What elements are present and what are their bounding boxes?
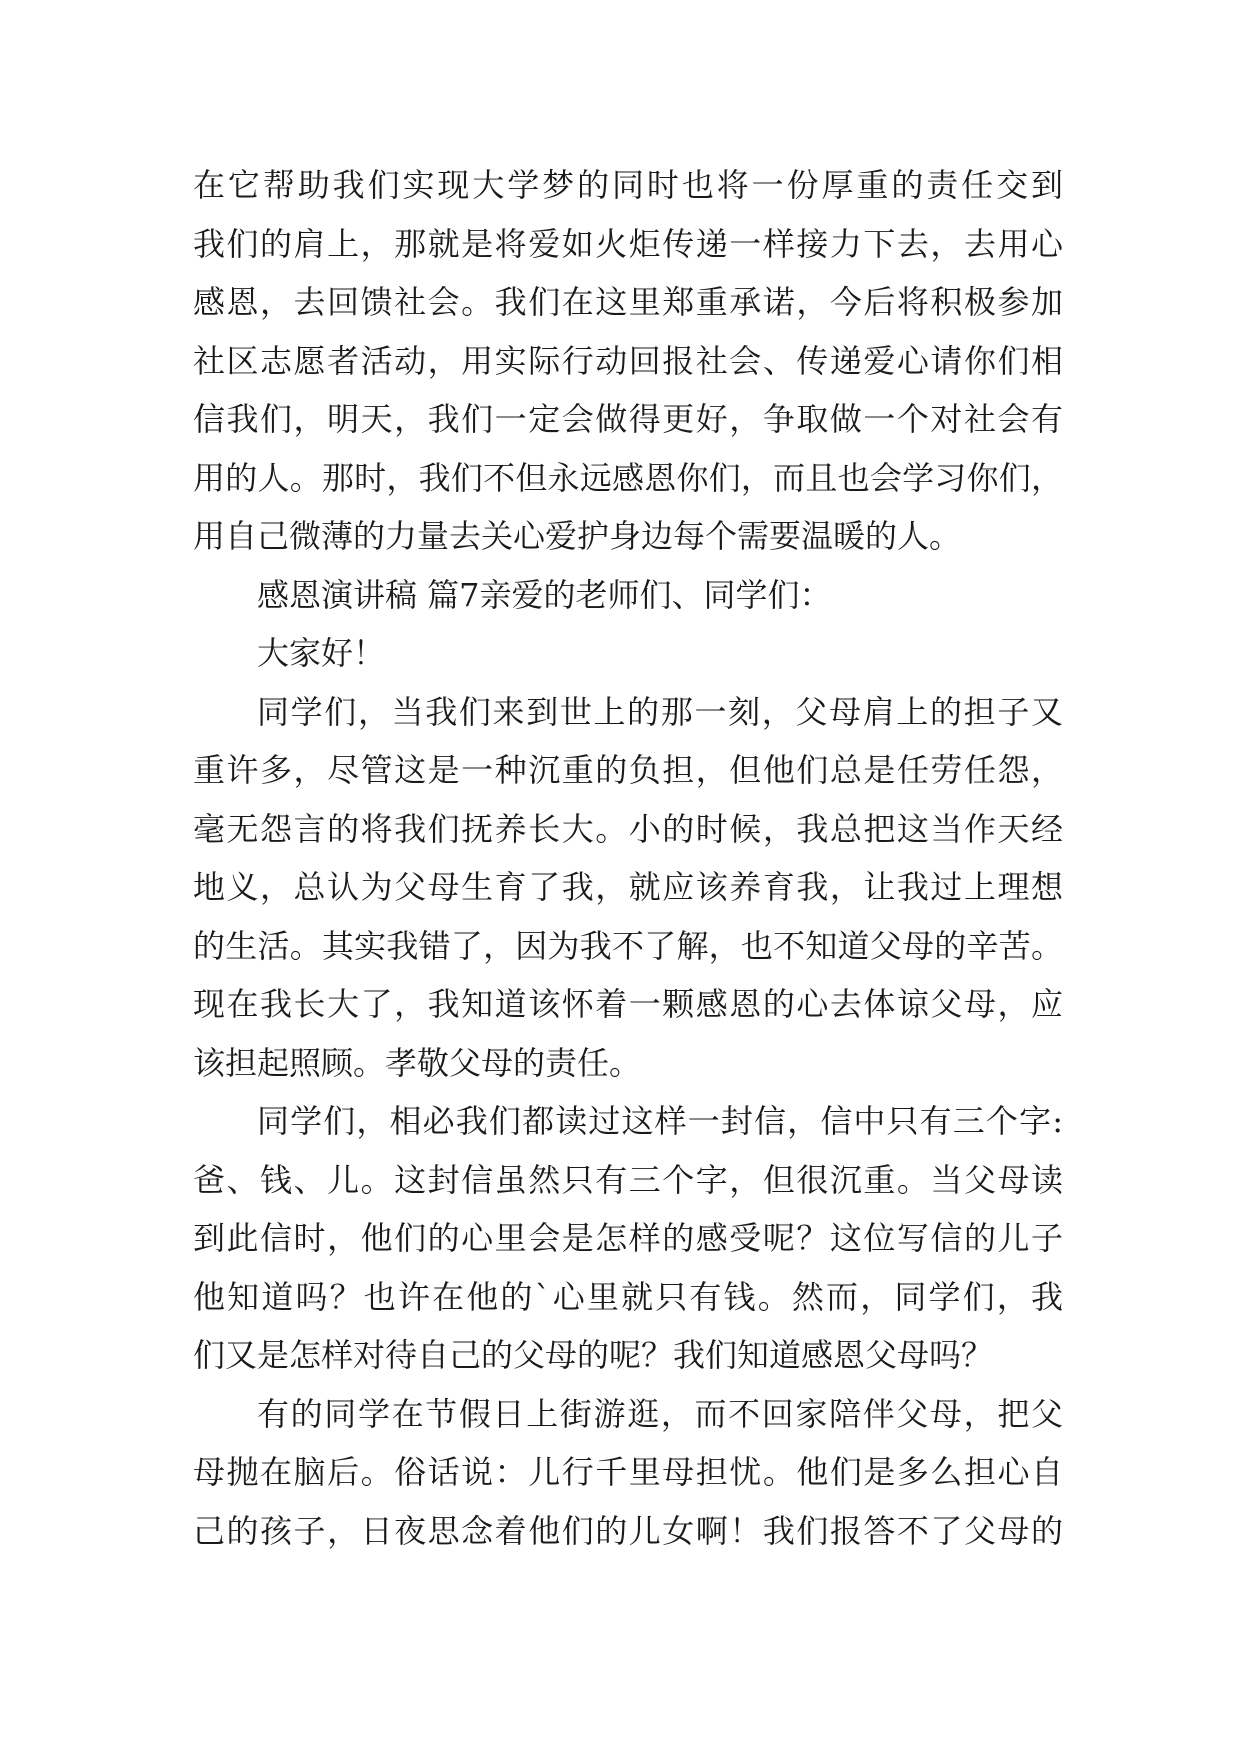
section-heading: 感恩演讲稿 篇7亲爱的老师们、同学们： xyxy=(257,575,832,614)
text-line: 信我们，明天，我们一定会做得更好，争取做一个对社会有 xyxy=(193,400,1063,438)
text-line: 爸、钱、儿。这封信虽然只有三个字，但很沉重。当父母读 xyxy=(193,1160,1063,1199)
text-line: 到此信时，他们的心里会是怎样的感受呢？这位写信的儿子 xyxy=(193,1219,1063,1257)
text-line: 现在我长大了，我知道该怀着一颗感恩的心去体谅父母，应 xyxy=(193,985,1063,1023)
text-line: 同学们，当我们来到世上的那一刻，父母肩上的担子又 xyxy=(257,692,1063,731)
text-line: 母抛在脑后。俗话说：儿行千里母担忧。他们是多么担心自 xyxy=(193,1453,1063,1491)
text-line: 有的同学在节假日上街游逛，而不回家陪伴父母，把父 xyxy=(257,1394,1063,1433)
text-line: 地义，总认为父母生育了我，就应该养育我，让我过上理想 xyxy=(193,868,1063,906)
text-line: 重许多，尽管这是一种沉重的负担，但他们总是任劳任怨， xyxy=(193,751,1063,789)
text-line: 用的人。那时，我们不但永远感恩你们，而且也会学习你们， xyxy=(193,458,1063,497)
text-line: 毫无怨言的将我们抚养长大。小的时候，我总把这当作天经 xyxy=(193,809,1063,848)
greeting: 大家好！ xyxy=(257,634,386,672)
text-line: 的生活。其实我错了，因为我不了解，也不知道父母的辛苦。 xyxy=(193,926,1063,965)
text-line: 该担起照顾。孝敬父母的责任。 xyxy=(193,1043,642,1082)
text-line: 己的孩子，日夜思念着他们的儿女啊！我们报答不了父母的 xyxy=(193,1511,1063,1550)
text-line: 在它帮助我们实现大学梦的同时也将一份厚重的责任交到 xyxy=(193,166,1063,204)
text-line: 他知道吗？也许在他的`心里就只有钱。然而，同学们，我 xyxy=(193,1277,1063,1316)
text-line: 们又是怎样对待自己的父母的呢？我们知道感恩父母吗？ xyxy=(193,1336,994,1374)
text-line: 同学们，相必我们都读过这样一封信，信中只有三个字: xyxy=(257,1102,1063,1140)
document-body xyxy=(193,156,1063,1560)
text-line: 用自己微薄的力量去关心爱护身边每个需要温暖的人。 xyxy=(193,517,962,555)
text-line: 感恩，去回馈社会。我们在这里郑重承诺，今后将积极参加 xyxy=(193,283,1063,321)
text-line: 社区志愿者活动，用实际行动回报社会、传递爱心请你们相 xyxy=(193,341,1063,380)
text-line: 我们的肩上，那就是将爱如火炬传递一样接力下去，去用心 xyxy=(193,224,1063,263)
